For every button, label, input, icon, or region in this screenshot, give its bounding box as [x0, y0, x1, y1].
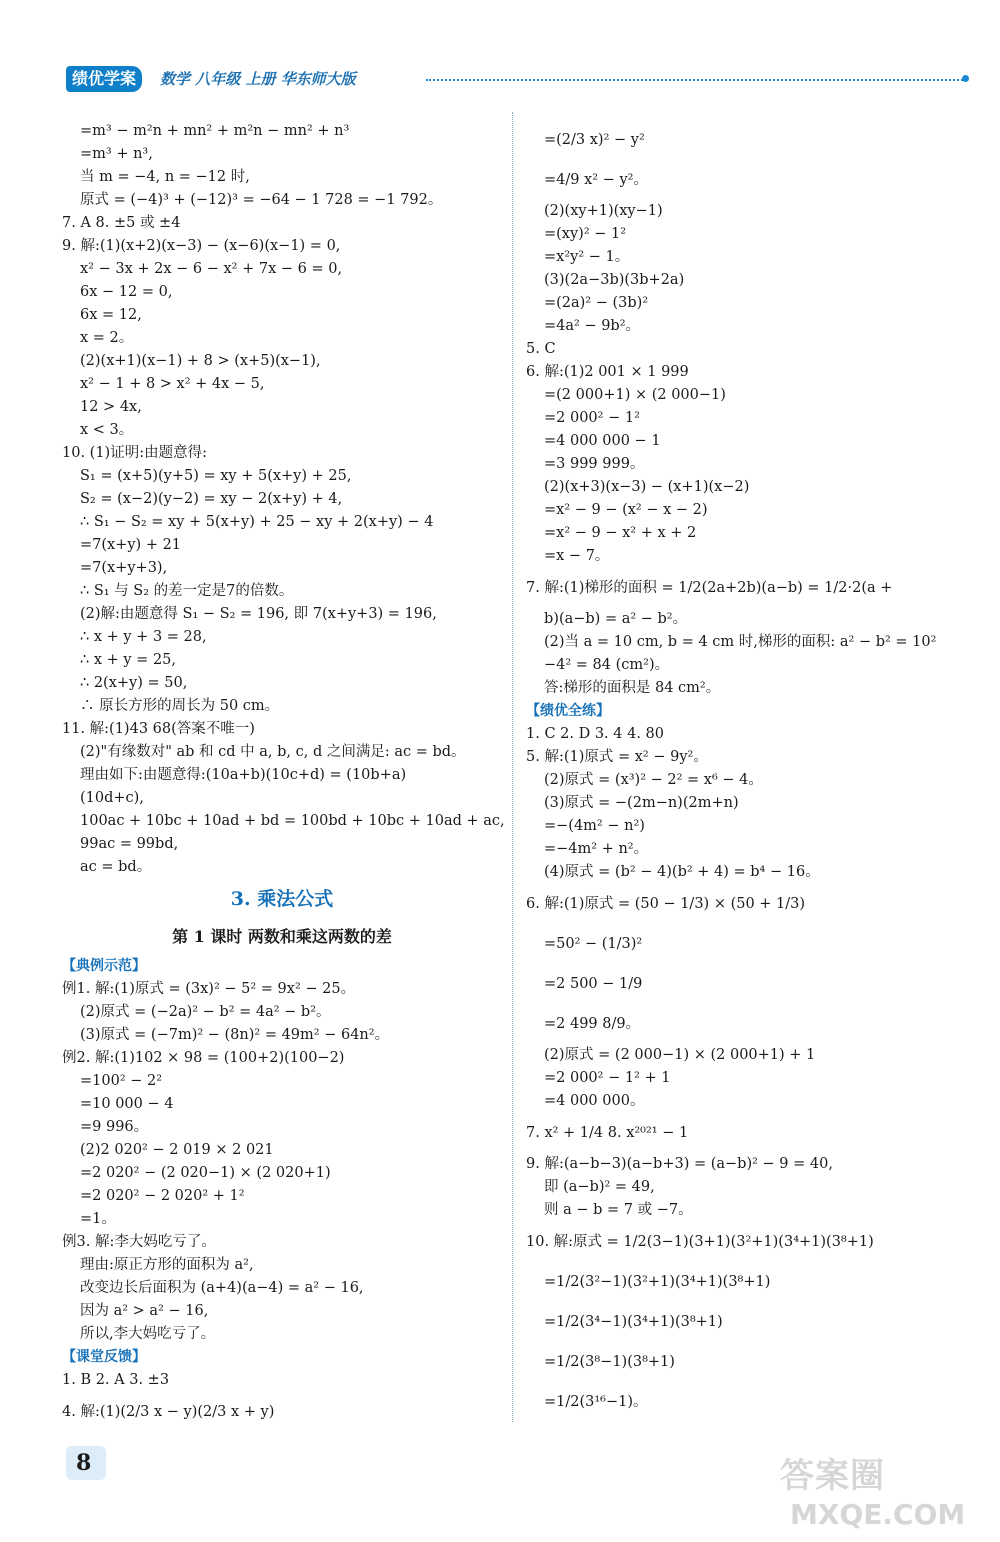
left-line: =1。	[80, 1211, 116, 1227]
left-line: 9. 解:(1)(x+2)(x−3) − (x−6)(x−1) = 0,	[62, 238, 341, 254]
right-line: =1/2(3²−1)(3²+1)(3⁴+1)(3⁸+1)	[544, 1274, 771, 1290]
right-line: =x²y² − 1。	[544, 249, 630, 265]
right-line: 即 (a−b)² = 49,	[544, 1179, 655, 1195]
right-line: 答:梯形的面积是 84 cm²。	[544, 680, 721, 696]
right-line: 【绩优全练】	[526, 703, 610, 719]
book-brand: 绩优学案	[66, 66, 142, 92]
left-line: ∴ x + y + 3 = 28,	[80, 629, 207, 645]
left-line: =100² − 2²	[80, 1073, 163, 1089]
right-line: =4 000 000。	[544, 1093, 645, 1109]
right-line: =4/9 x² − y²。	[544, 172, 648, 188]
right-line: =4 000 000 − 1	[544, 433, 661, 449]
left-line: 10. (1)证明:由题意得:	[62, 445, 207, 461]
left-line: ∴ x + y = 25,	[80, 652, 176, 668]
right-column	[526, 120, 966, 1422]
right-line: =1/2(3¹⁶−1)。	[544, 1394, 648, 1410]
right-line: (2)原式 = (2 000−1) × (2 000+1) + 1	[544, 1047, 816, 1063]
right-line: =4a² − 9b²。	[544, 318, 641, 334]
left-line: 理由如下:由题意得:(10a+b)(10c+d) = (10b+a)	[80, 767, 407, 783]
right-line: 5. 解:(1)原式 = x² − 9y²。	[526, 749, 708, 765]
right-line: 6. 解:(1)原式 = (50 − 1/3) × (50 + 1/3)	[526, 896, 806, 912]
right-line: (3)原式 = −(2m−n)(2m+n)	[544, 795, 739, 811]
left-column	[62, 120, 505, 1432]
right-line: =(2a)² − (3b)²	[544, 295, 649, 311]
left-line: x < 3。	[80, 422, 134, 438]
right-line: =(2 000+1) × (2 000−1)	[544, 387, 726, 403]
left-line: (2)(x+1)(x−1) + 8 > (x+5)(x−1),	[80, 353, 321, 369]
right-line: 5. C	[526, 341, 556, 357]
right-line: 则 a − b = 7 或 −7。	[544, 1202, 693, 1218]
right-line: =1/2(3⁸−1)(3⁸+1)	[544, 1354, 675, 1370]
right-line: (2)当 a = 10 cm, b = 4 cm 时,梯形的面积: a² − b² = 10²	[544, 634, 937, 650]
left-line: 因为 a² > a² − 16,	[80, 1303, 209, 1319]
right-line: =1/2(3⁴−1)(3⁴+1)(3⁸+1)	[544, 1314, 723, 1330]
left-line: =2 020² − (2 020−1) × (2 020+1)	[80, 1165, 331, 1181]
left-line: 1. B 2. A 3. ±3	[62, 1372, 170, 1388]
left-line: x² − 1 + 8 > x² + 4x − 5,	[80, 376, 265, 392]
left-line: ∴ 2(x+y) = 50,	[80, 675, 188, 691]
right-line: (4)原式 = (b² − 4)(b² + 4) = b⁴ − 16。	[544, 864, 820, 880]
left-line: 4. 解:(1)(2/3 x − y)(2/3 x + y)	[62, 1404, 275, 1420]
left-line: S₂ = (x−2)(y−2) = xy − 2(x+y) + 4,	[80, 491, 343, 507]
left-line: =7(x+y+3),	[80, 560, 168, 576]
left-line: 6x = 12,	[80, 307, 142, 323]
right-line: 1. C 2. D 3. 4 4. 80	[526, 726, 664, 742]
right-line: =(xy)² − 1²	[544, 226, 627, 242]
left-line: 例1. 解:(1)原式 = (3x)² − 5² = 9x² − 25。	[62, 981, 356, 997]
left-line: 12 > 4x,	[80, 399, 142, 415]
left-line: =9 996。	[80, 1119, 149, 1135]
left-line: (2)2 020² − 2 019 × 2 021	[80, 1142, 274, 1158]
right-line: =2 000² − 1²	[544, 410, 640, 426]
left-line: ∴ S₁ 与 S₂ 的差一定是7的倍数。	[80, 583, 294, 599]
left-line: 当 m = −4, n = −12 时,	[80, 169, 250, 185]
header-dot	[962, 75, 969, 82]
left-line: 例3. 解:李大妈吃亏了。	[62, 1234, 216, 1250]
right-line: =2 499 8/9。	[544, 1016, 641, 1032]
right-line: (2)原式 = (x³)² − 2² = x⁶ − 4。	[544, 772, 763, 788]
left-line: 6x − 12 = 0,	[80, 284, 173, 300]
watermark-url: MXQE.COM	[790, 1498, 966, 1531]
left-line: x = 2。	[80, 330, 134, 346]
right-line: (3)(2a−3b)(3b+2a)	[544, 272, 685, 288]
left-line: =m³ + n³,	[80, 146, 153, 162]
left-line: (3)原式 = (−7m)² − (8n)² = 49m² − 64n²。	[80, 1027, 390, 1043]
right-line: 10. 解:原式 = 1/2(3−1)(3+1)(3²+1)(3⁴+1)(3⁸+1)	[526, 1234, 874, 1250]
left-line: ac = bd。	[80, 859, 152, 875]
left-line: 第 1 课时 两数和乘这两数的差	[172, 927, 392, 946]
right-line: 7. 解:(1)梯形的面积 = 1/2(2a+2b)(a−b) = 1/2·2(a +	[526, 580, 893, 596]
left-line: 【课堂反馈】	[62, 1349, 146, 1365]
right-line: 9. 解:(a−b−3)(a−b+3) = (a−b)² − 9 = 40,	[526, 1156, 833, 1172]
page-number: 8	[76, 1450, 92, 1476]
right-line: (2)(xy+1)(xy−1)	[544, 203, 663, 219]
right-line: =(2/3 x)² − y²	[544, 132, 645, 148]
right-line: =x² − 9 − (x² − x − 2)	[544, 502, 708, 518]
right-line: −4² = 84 (cm²)。	[544, 657, 670, 673]
left-line: =m³ − m²n + mn² + m²n − mn² + n³	[80, 123, 350, 139]
left-line: 3. 乘法公式	[230, 888, 334, 910]
left-line: x² − 3x + 2x − 6 − x² + 7x − 6 = 0,	[80, 261, 343, 277]
left-line: 改变边长后面积为 (a+4)(a−4) = a² − 16,	[80, 1280, 364, 1296]
right-line: =−(4m² − n²)	[544, 818, 645, 834]
right-line: =3 999 999。	[544, 456, 645, 472]
left-line: 【典例示范】	[62, 958, 146, 974]
left-line: S₁ = (x+5)(y+5) = xy + 5(x+y) + 25,	[80, 468, 352, 484]
right-line: (2)(x+3)(x−3) − (x+1)(x−2)	[544, 479, 750, 495]
left-line: 所以,李大妈吃亏了。	[80, 1326, 216, 1342]
right-line: 7. x² + 1/4 8. x²⁰²¹ − 1	[526, 1125, 689, 1141]
right-line: =50² − (1/3)²	[544, 936, 643, 952]
left-line: 理由:原正方形的面积为 a²,	[80, 1257, 254, 1273]
left-line: (2)"有缘数对" ab 和 cd 中 a, b, c, d 之间满足: ac = bd。	[80, 744, 466, 760]
right-line: =2 500 − 1/9	[544, 976, 643, 992]
right-line: 6. 解:(1)2 001 × 1 999	[526, 364, 689, 380]
right-line: b)(a−b) = a² − b²。	[544, 611, 688, 627]
left-line: (2)解:由题意得 S₁ − S₂ = 196, 即 7(x+y+3) = 196,	[80, 606, 437, 622]
left-line: ∴ S₁ − S₂ = xy + 5(x+y) + 25 − xy + 2(x+y) − 4	[80, 514, 434, 530]
left-line: (2)原式 = (−2a)² − b² = 4a² − b²。	[80, 1004, 331, 1020]
left-line: =7(x+y) + 21	[80, 537, 182, 553]
left-line: (10d+c),	[80, 790, 144, 806]
watermark-logo: 答案圈	[780, 1456, 885, 1496]
left-line: 7. A 8. ±5 或 ±4	[62, 215, 181, 231]
left-line: 99ac = 99bd,	[80, 836, 179, 852]
right-line: =x − 7。	[544, 548, 610, 564]
left-line: 例2. 解:(1)102 × 98 = (100+2)(100−2)	[62, 1050, 345, 1066]
right-line: =−4m² + n²。	[544, 841, 649, 857]
left-line: 11. 解:(1)43 68(答案不唯一)	[62, 721, 255, 737]
page-header	[66, 66, 966, 96]
left-line: =10 000 − 4	[80, 1096, 174, 1112]
right-line: =2 000² − 1² + 1	[544, 1070, 671, 1086]
left-line: ∴ 原长方形的周长为 50 cm。	[80, 698, 280, 714]
column-divider	[512, 112, 513, 1422]
left-line: 100ac + 10bc + 10ad + bd = 100bd + 10bc + 10ad + ac,	[80, 813, 505, 829]
book-subtitle: 数学 八年级 上册 华东师大版	[160, 70, 356, 88]
right-line: =x² − 9 − x² + x + 2	[544, 525, 697, 541]
left-line: 原式 = (−4)³ + (−12)³ = −64 − 1 728 = −1 792。	[80, 192, 443, 208]
header-dotted-rule	[426, 79, 966, 81]
left-line: =2 020² − 2 020² + 1²	[80, 1188, 245, 1204]
